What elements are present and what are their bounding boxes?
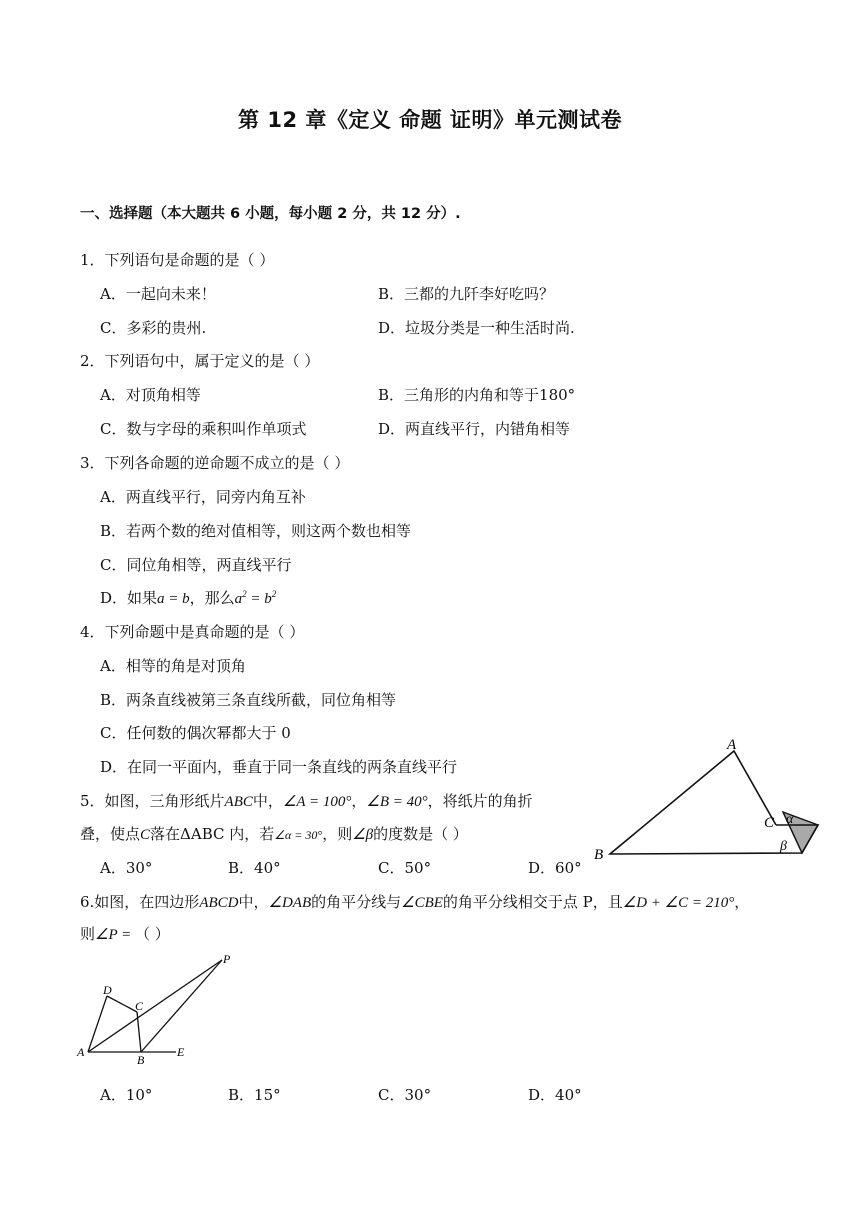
question-5-line-2 (80, 823, 468, 844)
q5-label-beta: β (780, 839, 787, 854)
q3-option-b: B．若两个数的绝对值相等，则这两个数也相等 (100, 522, 412, 540)
q5-line1-prefix: 5．如图，三角形纸片 (80, 792, 225, 810)
q1-option-d: D．垃圾分类是一种生活时尚. (378, 319, 575, 337)
q1-option-a: A．一起向未来！ (100, 285, 216, 303)
question-6-line-1 (80, 891, 749, 912)
q3-option-d (100, 587, 276, 608)
q5-option-c: C．50° (378, 859, 432, 877)
q3-option-a: A．两直线平行，同旁内角互补 (100, 488, 306, 506)
q6-label-c: C (135, 999, 144, 1013)
q6-label-e: E (177, 1045, 185, 1059)
q6-option-c: C．30° (378, 1086, 432, 1104)
q5-triangle-figure (590, 736, 830, 866)
q5-line1-suffix: ，将纸片的角折 (427, 792, 533, 810)
q3-eq2-left: a (234, 591, 243, 607)
q5-label-c: C (764, 815, 775, 831)
q6-option-d: D．40° (528, 1086, 582, 1104)
q6-line1-mid3: 的角平分线相交于点 P，且 (442, 893, 623, 911)
question-4-stem: 4．下列命题中是真命题的是（ ） (80, 623, 305, 641)
q6-line-bp (141, 960, 222, 1052)
question-5-line-1 (80, 790, 533, 811)
q4-option-b: B．两条直线被第三条直线所截，同位角相等 (100, 691, 397, 709)
q6-label-d: D (103, 983, 112, 997)
q5-line2-mid: 落在ΔABC 内，若 (150, 825, 275, 843)
page-title: 第 12 章《定义 命题 证明》单元测试卷 (238, 108, 622, 132)
q6-line2-suffix: （ ） (134, 925, 170, 943)
q3-eq2-exp-left: 2 (242, 589, 247, 599)
q6-line-ad (88, 996, 107, 1052)
q6-angle-sum: ∠D + ∠C = 210° (622, 895, 735, 911)
section-heading-choice: 一、选择题（本大题共 6 小题，每小题 2 分，共 12 分）. (80, 206, 461, 222)
q6-line2-prefix: 则 (80, 925, 96, 943)
q6-angle-p: ∠P = (95, 927, 135, 943)
q4-option-a: A．相等的角是对顶角 (100, 657, 246, 675)
q5-line1-mid: 中， (252, 792, 283, 810)
q5-option-d: D．60° (528, 859, 582, 877)
q6-option-b: B．15° (228, 1086, 281, 1104)
q5-line2-suffix: 的度数是（ ） (373, 825, 468, 843)
q5-line2-prefix: 叠，使点 (80, 825, 141, 843)
q6-line1-mid1: 中， (238, 893, 269, 911)
q3-eq2-exp-right: 2 (271, 589, 277, 599)
q4-option-c: C．任何数的偶次幂都大于 0 (100, 724, 291, 742)
q6-angle-cbe: ∠CBE (401, 895, 443, 911)
q2-option-d: D．两直线平行，内错角相等 (378, 420, 571, 438)
q2-option-a: A．对顶角相等 (100, 386, 201, 404)
q5-angle-b: ∠B = 40° (366, 794, 428, 810)
q3-equation-2 (235, 591, 277, 607)
q5-triangle-name: ABC (224, 794, 253, 810)
q6-label-p: P (223, 952, 231, 966)
q5-label-b: B (594, 847, 604, 863)
q3-equation-1: a = b (157, 591, 190, 607)
q5-angle-a: ∠A = 100° (282, 794, 352, 810)
q3-option-d-mid: ，那么 (189, 589, 235, 607)
q1-option-c: C．多彩的贵州. (100, 319, 207, 337)
q5-point-c: C (140, 827, 151, 843)
q3-eq2-right: = b (246, 591, 272, 607)
q5-option-a: A．30° (100, 859, 153, 877)
q5-angle-alpha: ∠α = 30° (274, 828, 323, 842)
q6-line-dc (107, 996, 137, 1012)
q4-option-d: D．在同一平面内，垂直于同一条直线的两条直线平行 (100, 758, 458, 776)
q6-label-b: B (137, 1053, 145, 1065)
question-6-line-2 (80, 923, 170, 944)
q6-angle-dab: ∠DAB (268, 895, 312, 911)
q6-line1-suffix: ， (734, 893, 750, 911)
q6-option-a: A．10° (100, 1086, 153, 1104)
q1-option-b: B．三都的九阡李好吃吗？ (378, 285, 555, 303)
q2-option-c: C．数与字母的乘积叫作单项式 (100, 420, 307, 438)
q5-separator: ， (351, 792, 367, 810)
q6-quadrilateral-figure (74, 950, 244, 1065)
q3-option-d-prefix: D．如果 (100, 589, 158, 607)
q6-line-ap (88, 960, 222, 1052)
q5-angle-beta: ∠β (352, 827, 374, 843)
q5-label-a: A (727, 737, 737, 753)
q6-line1-prefix: 6.如图，在四边形 (80, 893, 200, 911)
question-1-stem: 1．下列语句是命题的是（ ） (80, 251, 275, 269)
q6-line1-mid2: 的角平分线与 (311, 893, 402, 911)
q5-line2-mid2: ，则 (322, 825, 353, 843)
q6-quad-name: ABCD (199, 895, 239, 911)
q5-label-alpha: α (786, 812, 794, 827)
question-3-stem: 3．下列各命题的逆命题不成立的是（ ） (80, 454, 350, 472)
q3-option-c: C．同位角相等，两直线平行 (100, 556, 292, 574)
question-2-stem: 2．下列语句中，属于定义的是（ ） (80, 352, 320, 370)
q6-label-a: A (77, 1045, 85, 1059)
q2-option-b: B．三角形的内角和等于180° (378, 386, 576, 404)
q5-option-b: B．40° (228, 859, 281, 877)
